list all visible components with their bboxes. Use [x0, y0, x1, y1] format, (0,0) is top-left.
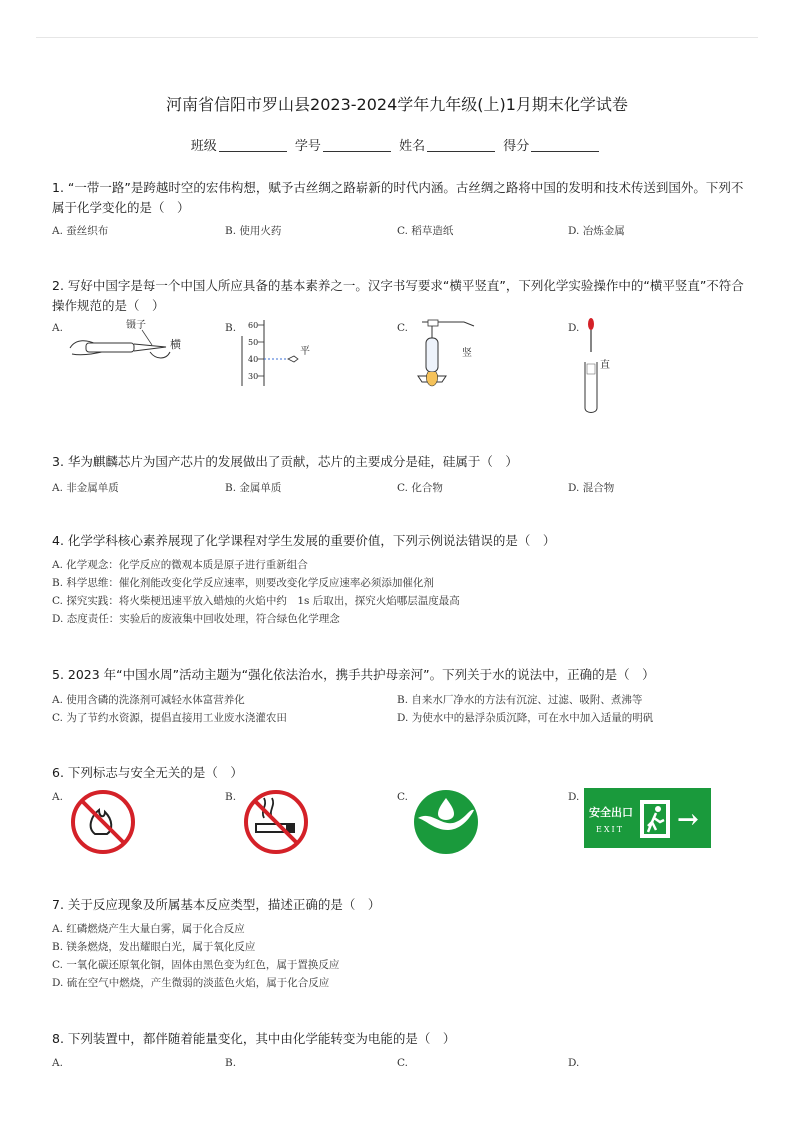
student-info-row	[0, 135, 794, 154]
question-2-stem: 2. 写好中国字是每一个中国人所应具备的基本素养之一。汉字书写要求“横平竖直”，下列化学实验操作中的“横平竖直”不符合操作规范的是（ ）	[52, 278, 744, 313]
option-d[interactable]: D. 态度责任：实验后的废液集中回收处理，符合绿色化学理念	[52, 613, 340, 625]
char-shu: 竖	[462, 348, 472, 359]
question-3-stem: 3. 华为麒麟芯片为国产芯片的发展做出了贡献，芯片的主要成分是硅，硅属于（ ）	[52, 454, 518, 469]
option-b[interactable]: B. 镁条燃烧，发出耀眼白光，属于氧化反应	[52, 941, 256, 953]
option-c[interactable]: C.	[397, 1057, 408, 1069]
tweezers-label: 镊子	[126, 320, 146, 331]
field-class-label: 班级	[190, 139, 217, 154]
option-c[interactable]: C. 化合物	[397, 482, 443, 494]
question-8-stem: 8. 下列装置中，都伴随着能量变化，其中由化学能转变为电能的是（ ）	[52, 1031, 456, 1046]
no-smoking-sign-icon	[242, 788, 310, 856]
option-c[interactable]: C.	[397, 791, 408, 803]
option-c[interactable]: C.	[397, 322, 408, 334]
question-6-stem: 6. 下列标志与安全无关的是（ ）	[52, 765, 243, 780]
cylinder-reading-figure	[238, 316, 318, 388]
option-d[interactable]: D. 冶炼金属	[568, 225, 625, 237]
dropper-vertical-figure	[404, 316, 494, 388]
question-1-options	[52, 223, 744, 239]
tick-label: 50	[248, 338, 259, 347]
option-b[interactable]: B.	[225, 791, 237, 803]
question-4-stem: 4. 化学学科核心素养展现了化学课程对学生发展的重要价值，下列示例说法错误的是（ ）	[52, 533, 556, 548]
option-a[interactable]: A. 使用含磷的洗涤剂可减轻水体富营养化	[52, 694, 245, 706]
field-class-blank[interactable]	[219, 138, 287, 152]
option-b[interactable]: B. 使用火药	[225, 225, 282, 237]
field-score-blank[interactable]	[531, 138, 599, 152]
option-b[interactable]: B. 自来水厂净水的方法有沉淀、过滤、吸附、煮沸等	[397, 694, 643, 706]
test-tube-vertical-figure	[580, 316, 640, 416]
option-d[interactable]: D.	[568, 322, 580, 334]
exit-sign-en-text: EXIT	[596, 825, 625, 834]
option-d[interactable]: D. 混合物	[568, 482, 615, 494]
safety-exit-sign-icon	[584, 788, 711, 848]
question-1-stem: 1. “一带一路”是跨越时空的宏伟构想，赋予古丝绸之路崭新的时代内涵。古丝绸之路将中国的发明和技术传送到国外。下列不属于化学变化的是（ ）	[52, 180, 744, 215]
char-ping: 平	[300, 346, 310, 357]
option-a[interactable]: A. 红磷燃烧产生大量白雾，属于化合反应	[52, 923, 245, 935]
field-number-blank[interactable]	[323, 138, 391, 152]
option-d[interactable]: D. 为使水中的悬浮杂质沉降，可在水中加入适量的明矾	[397, 712, 654, 724]
option-b[interactable]: B. 科学思维：催化剂能改变化学反应速率，则要改变化学反应速率必须添加催化剂	[52, 577, 434, 589]
field-name-label: 姓名	[399, 139, 426, 154]
option-d[interactable]: D.	[568, 1057, 580, 1069]
question-5-options	[52, 691, 744, 729]
question-5-stem: 5. 2023 年“中国水周”活动主题为“强化依法治水，携手共护母亲河”。下列关于水的说法中，正确的是（ ）	[52, 667, 655, 682]
tick-label: 30	[248, 372, 259, 381]
option-c[interactable]: C. 一氧化碳还原氧化铜，固体由黑色变为红色，属于置换反应	[52, 959, 340, 971]
question-4-options	[52, 556, 744, 628]
question-7-stem: 7. 关于反应现象及所属基本反应类型，描述正确的是（ ）	[52, 897, 381, 912]
exit-sign-cn-text: 安全出口	[589, 806, 633, 819]
char-heng: 横	[170, 338, 181, 351]
field-name-blank[interactable]	[427, 138, 495, 152]
option-b[interactable]: B. 金属单质	[225, 482, 282, 494]
option-a[interactable]: A. 蚕丝织布	[52, 225, 109, 237]
char-zhi: 直	[600, 360, 610, 371]
tweezers-horizontal-tube-figure	[66, 316, 186, 364]
option-c[interactable]: C. 探究实践：将火柴梗迅速平放入蜡烛的火焰中约 1s 后取出，探究火焰哪层温度最高	[52, 595, 460, 607]
question-3-options	[52, 480, 744, 496]
tick-label: 40	[248, 355, 259, 364]
question-7-options	[52, 920, 744, 992]
option-a[interactable]: A. 非金属单质	[52, 482, 119, 494]
option-a[interactable]: A.	[52, 1057, 63, 1069]
header-divider	[36, 37, 758, 38]
tick-label: 60	[248, 321, 259, 330]
option-c[interactable]: C. 稻草造纸	[397, 225, 454, 237]
water-saving-sign-icon	[412, 788, 480, 856]
no-fire-sign-icon	[69, 788, 137, 856]
field-score-label: 得分	[503, 139, 530, 154]
option-a[interactable]: A.	[52, 791, 63, 803]
option-a[interactable]: A. 化学观念：化学反应的微观本质是原子进行重新组合	[52, 559, 308, 571]
option-d[interactable]: D. 硫在空气中燃烧，产生微弱的淡蓝色火焰，属于化合反应	[52, 977, 330, 989]
option-c[interactable]: C. 为了节约水资源，提倡直接用工业废水浇灌农田	[52, 712, 287, 724]
option-a[interactable]: A.	[52, 322, 63, 334]
option-b[interactable]: B.	[225, 322, 237, 334]
page-title: 河南省信阳市罗山县2023-2024学年九年级(上)1月期末化学试卷	[166, 95, 628, 114]
option-d[interactable]: D.	[568, 791, 580, 803]
field-number-label: 学号	[294, 139, 321, 154]
option-b[interactable]: B.	[225, 1057, 237, 1069]
exit-sign-arrow: →	[677, 805, 699, 835]
